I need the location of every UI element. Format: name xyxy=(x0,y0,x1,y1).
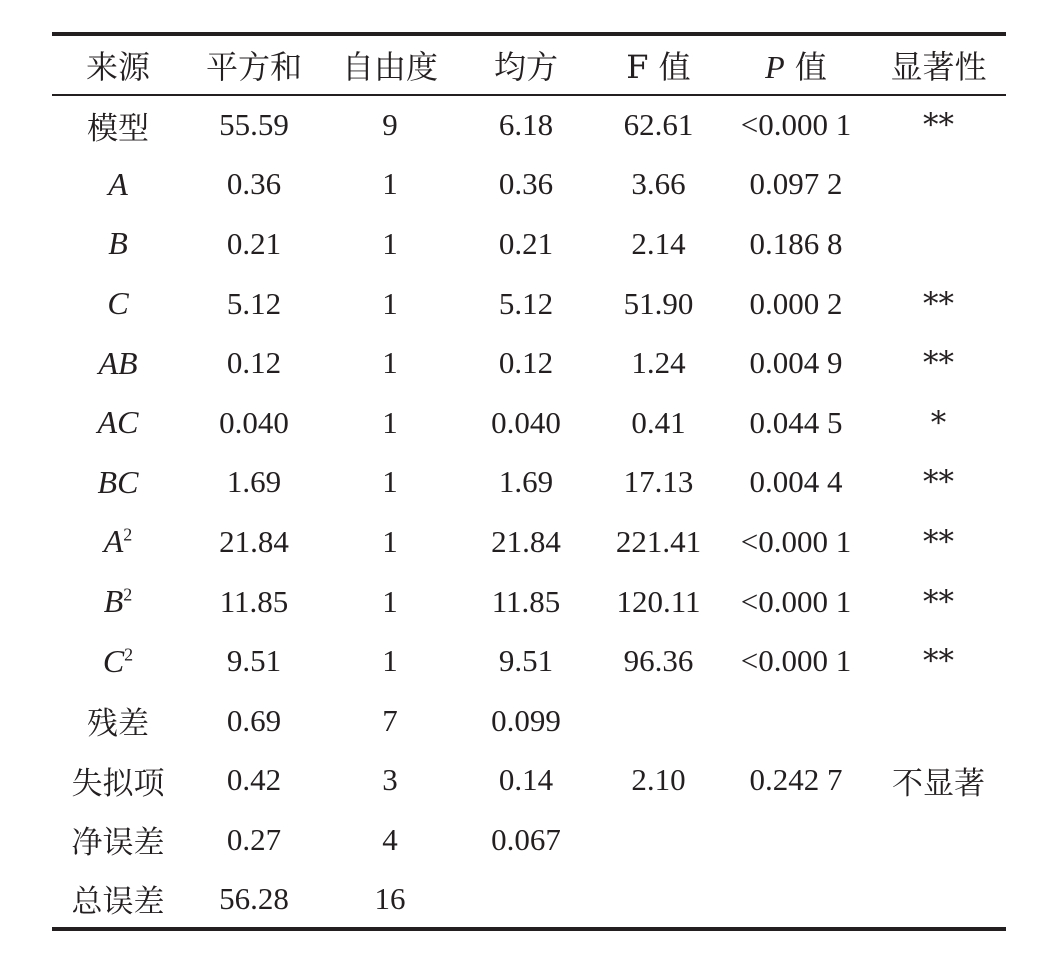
cell-f-value: 0.41 xyxy=(631,404,686,440)
cell-degrees-of-freedom: 16 xyxy=(374,880,406,916)
cell-degrees-of-freedom: 1 xyxy=(382,345,398,381)
cell-source xyxy=(52,691,184,751)
cell-f-value: 1.24 xyxy=(631,345,686,381)
cell-sum-of-squares: 5.12 xyxy=(226,285,282,321)
cell-f-value: 120.11 xyxy=(616,583,701,619)
source-label: 总误差 xyxy=(71,884,165,921)
source-superscript: 2 xyxy=(123,525,133,546)
cell-f-value: 62.61 xyxy=(623,107,694,143)
header-sum-of-squares: 平方和 xyxy=(205,48,302,86)
header-degrees-of-freedom: 自由度 xyxy=(341,48,438,86)
cell-significance: ** xyxy=(923,643,954,680)
cell-source xyxy=(52,810,184,870)
table-row xyxy=(52,751,1006,811)
cell-p-value xyxy=(721,870,871,930)
cell-mean-square xyxy=(456,870,596,930)
cell-sum-of-squares: 0.42 xyxy=(226,762,282,798)
cell-sum-of-squares: 0.040 xyxy=(219,404,289,440)
cell-source xyxy=(52,393,184,453)
cell-f-value: 2.14 xyxy=(631,225,686,261)
cell-degrees-of-freedom: 7 xyxy=(382,702,398,738)
cell-p-value xyxy=(721,691,871,751)
table-row xyxy=(52,95,1006,155)
cell-significance: ** xyxy=(923,464,954,501)
cell-f-value xyxy=(596,691,721,751)
cell-degrees-of-freedom: 3 xyxy=(382,762,398,798)
anova-table xyxy=(52,32,1006,931)
table-row xyxy=(52,453,1006,513)
source-label: AC xyxy=(97,404,139,441)
cell-significance xyxy=(871,810,1006,870)
source-label: 失拟项 xyxy=(71,765,165,802)
cell-p-value: 0.004 9 xyxy=(749,345,843,381)
cell-mean-square: 0.12 xyxy=(498,345,554,381)
cell-significance: ** xyxy=(923,285,954,322)
source-superscript: 2 xyxy=(124,644,134,665)
header-p-italic: P xyxy=(765,49,785,85)
cell-mean-square: 11.85 xyxy=(491,583,561,619)
cell-significance: ** xyxy=(923,107,954,144)
cell-sum-of-squares: 0.27 xyxy=(226,821,282,857)
cell-p-value: 0.004 4 xyxy=(749,464,843,500)
cell-mean-square: 9.51 xyxy=(498,643,554,679)
table-row xyxy=(52,214,1006,274)
cell-f-value xyxy=(596,870,721,930)
cell-sum-of-squares: 0.36 xyxy=(226,166,282,202)
cell-source xyxy=(52,214,184,274)
header-row xyxy=(52,34,1006,95)
cell-sum-of-squares: 1.69 xyxy=(226,464,282,500)
cell-f-value: 2.10 xyxy=(631,762,686,798)
cell-source xyxy=(52,333,184,393)
table-row xyxy=(52,512,1006,572)
cell-mean-square: 1.69 xyxy=(498,464,554,500)
cell-source xyxy=(52,751,184,811)
cell-f-value: 96.36 xyxy=(623,643,694,679)
header-p-rest: 值 xyxy=(784,48,827,86)
source-label: 净误差 xyxy=(71,825,165,862)
table-row xyxy=(52,393,1006,453)
cell-sum-of-squares: 0.21 xyxy=(226,225,282,261)
cell-f-value: 221.41 xyxy=(615,523,702,559)
table-row xyxy=(52,691,1006,751)
cell-degrees-of-freedom: 1 xyxy=(382,225,398,261)
cell-significance: ** xyxy=(923,345,954,382)
cell-source xyxy=(52,155,184,215)
source-label: AB xyxy=(98,344,138,381)
source-label: C xyxy=(107,285,129,322)
cell-mean-square: 6.18 xyxy=(498,107,554,143)
table-row xyxy=(52,870,1006,930)
cell-p-value: 0.186 8 xyxy=(749,225,843,261)
cell-significance: 不显著 xyxy=(892,765,985,802)
cell-degrees-of-freedom: 1 xyxy=(382,285,398,321)
cell-p-value: 0.000 2 xyxy=(749,285,843,321)
cell-p-value: 0.097 2 xyxy=(749,166,843,202)
source-label: 模型 xyxy=(87,110,149,147)
cell-source xyxy=(52,274,184,334)
header-significance: 显著性 xyxy=(890,48,987,86)
cell-p-value: 0.044 5 xyxy=(749,404,843,440)
source-label: A xyxy=(108,165,128,202)
cell-significance: ** xyxy=(923,523,954,560)
cell-sum-of-squares: 0.69 xyxy=(226,702,282,738)
cell-p-value: 0.242 7 xyxy=(749,762,843,798)
cell-p-value: <0.000 1 xyxy=(740,643,852,679)
source-label: 残差 xyxy=(87,706,149,743)
table-row xyxy=(52,274,1006,334)
cell-p-value xyxy=(721,810,871,870)
cell-significance: ** xyxy=(923,583,954,620)
table-row xyxy=(52,631,1006,691)
cell-source xyxy=(52,95,184,155)
cell-mean-square: 21.84 xyxy=(491,523,561,559)
source-superscript: 2 xyxy=(123,584,133,605)
cell-source xyxy=(52,453,184,513)
source-label: B xyxy=(108,225,128,262)
source-label: BC xyxy=(97,463,139,500)
header-p-value xyxy=(721,34,871,95)
cell-degrees-of-freedom: 4 xyxy=(382,821,398,857)
cell-significance xyxy=(871,870,1006,930)
source-label: A xyxy=(103,523,124,560)
cell-source xyxy=(52,870,184,930)
cell-significance xyxy=(871,155,1006,215)
cell-f-value: 3.66 xyxy=(631,166,686,202)
table-row xyxy=(52,810,1006,870)
cell-f-value xyxy=(596,810,721,870)
cell-significance xyxy=(871,691,1006,751)
header-mean-square: 均方 xyxy=(493,48,558,86)
source-label: C xyxy=(102,642,125,679)
header-f-value: F 值 xyxy=(626,48,691,86)
cell-mean-square: 0.067 xyxy=(491,821,561,857)
cell-degrees-of-freedom: 1 xyxy=(382,643,398,679)
table-row xyxy=(52,333,1006,393)
cell-source xyxy=(52,572,184,632)
cell-degrees-of-freedom: 1 xyxy=(382,583,398,619)
table-header xyxy=(52,34,1006,95)
cell-p-value: <0.000 1 xyxy=(740,107,852,143)
cell-f-value: 51.90 xyxy=(623,285,694,321)
cell-p-value: <0.000 1 xyxy=(740,583,852,619)
header-source: 来源 xyxy=(85,48,150,86)
cell-sum-of-squares: 56.28 xyxy=(219,880,289,916)
cell-source xyxy=(52,631,184,691)
cell-degrees-of-freedom: 1 xyxy=(382,464,398,500)
cell-p-value: <0.000 1 xyxy=(740,523,852,559)
cell-significance: * xyxy=(930,404,947,441)
cell-significance xyxy=(871,214,1006,274)
cell-sum-of-squares: 9.51 xyxy=(226,643,282,679)
cell-mean-square: 0.14 xyxy=(498,762,554,798)
cell-mean-square: 5.12 xyxy=(498,285,554,321)
cell-degrees-of-freedom: 9 xyxy=(382,107,398,143)
cell-sum-of-squares: 21.84 xyxy=(219,523,289,559)
cell-sum-of-squares: 0.12 xyxy=(226,345,282,381)
cell-degrees-of-freedom: 1 xyxy=(382,166,398,202)
cell-sum-of-squares: 55.59 xyxy=(219,107,289,143)
cell-mean-square: 0.36 xyxy=(498,166,554,202)
table-row xyxy=(52,155,1006,215)
cell-mean-square: 0.21 xyxy=(498,225,554,261)
cell-mean-square: 0.040 xyxy=(491,404,561,440)
cell-mean-square: 0.099 xyxy=(491,702,561,738)
cell-degrees-of-freedom: 1 xyxy=(382,523,398,559)
table-row xyxy=(52,572,1006,632)
source-label: B xyxy=(103,583,124,620)
table-body xyxy=(52,95,1006,929)
cell-sum-of-squares: 11.85 xyxy=(219,583,289,619)
cell-f-value: 17.13 xyxy=(623,464,694,500)
cell-source xyxy=(52,512,184,572)
cell-degrees-of-freedom: 1 xyxy=(382,404,398,440)
